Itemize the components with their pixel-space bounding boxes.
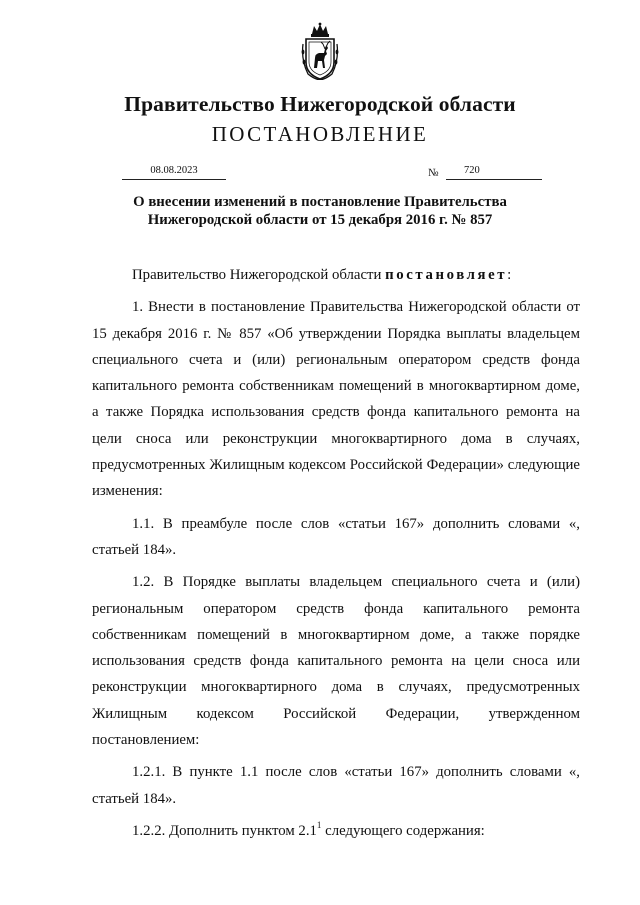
document-subject [0,193,640,229]
paragraph-1-2-1: 1.2.1. В пункте 1.1 после слов «статьи 167» дополнить словами «, статьей 184». [92,764,580,807]
paragraph-1-2: 1.2. В Порядке выплаты владельцем специального счета и (или) региональным оператором средств фонда капитального ремонта собственникам помещений в многоквартирном доме, а также порядке использования средств фонда капитального ремонта на цели сноса или реконструкции многоквартирного дома в случаях, предусмотренных Жилищным кодексом Российской Федерации, утвержденном постановлением: [92,574,580,749]
paragraph-1: 1. Внести в постановление Правительства Нижегородской области от 15 декабря 2016 г. № 857 «Об утверждении Порядка выплаты владельцем специального счета и (или) региональным оператором средств фонда капитального ремонта собственникам помещений в многоквартирном доме, а также Порядка использования средств фонда капитального ремонта на цели сноса или реконструкции многоквартирного дома в случаях, предусмотренных Жилищным кодексом Российской Федерации» следующие изменения: [92,299,580,500]
paragraph-1-2-2-suffix: следующего содержания: [321,822,485,839]
document-number-field [446,165,542,180]
document-body [92,262,580,844]
subject-line-2: Нижегородской области от 15 декабря 2016 г. № 857 [147,212,493,228]
number-sign: № [428,167,439,179]
document-number: 720 [464,165,480,176]
superscript-index: 1 [316,820,322,831]
document-date: 08.08.2023 [122,165,226,180]
paragraph-1-1: 1.1. В преамбуле после слов «статьи 167» дополнить словами «, статьей 184». [92,515,580,558]
paragraph-1-2-2-text: 1.2.2. Дополнить пунктом 2.1 [132,822,317,839]
intro-keyword: постановляет [385,267,508,283]
coat-of-arms-emblem [300,22,340,80]
paragraph-1-2-2 [92,818,580,844]
intro-text: Правительство Нижегородской области [132,267,386,283]
subject-line-1: О внесении изменений в постановление Правительства [133,194,507,210]
intro-colon: : [507,267,512,283]
document-type: ПОСТАНОВЛЕНИЕ [211,122,429,146]
government-title: Правительство Нижегородской области [124,92,516,116]
intro-paragraph [92,262,580,288]
